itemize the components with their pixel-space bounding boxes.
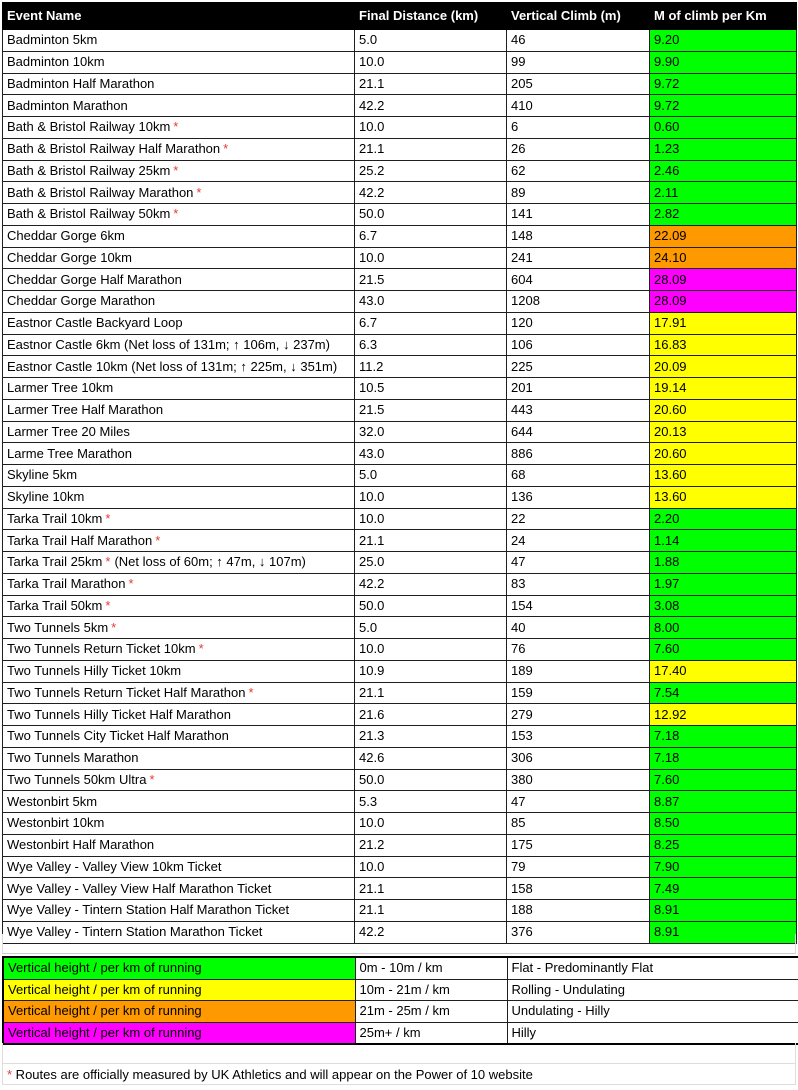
cell-final-distance[interactable]: 10.0 [355,639,507,661]
official-measure-star: * [248,684,254,700]
cell-climb-per-km[interactable]: 20.13 [650,421,797,443]
cell-event-name[interactable] [3,378,355,400]
event-name-text: Larmer Tree 10km [7,380,114,396]
table-row [3,312,797,334]
cell-event-name[interactable] [3,660,355,682]
event-name-text: Wye Valley - Valley View 10km Ticket [7,858,222,874]
table-row [3,530,797,552]
table-row [3,334,797,356]
cell-vertical-climb[interactable]: 47 [507,552,650,574]
cell-event-name[interactable] [3,465,355,487]
legend-description[interactable]: Flat - Predominantly Flat [507,957,798,979]
official-measure-star: * [149,771,155,787]
cell-event-name[interactable] [3,856,355,878]
cell-final-distance[interactable]: 5.0 [355,465,507,487]
cell-final-distance[interactable]: 21.1 [355,682,507,704]
table-row [3,95,797,117]
cell-vertical-climb[interactable]: 380 [507,769,650,791]
legend-range[interactable]: 25m+ / km [355,1022,507,1044]
cell-vertical-climb[interactable]: 201 [507,378,650,400]
cell-final-distance[interactable]: 5.0 [355,617,507,639]
table-row [3,834,797,856]
official-measure-star: * [128,576,134,592]
cell-event-name[interactable] [3,878,355,900]
legend-range[interactable]: 10m - 21m / km [355,979,507,1001]
table-row [3,247,797,269]
cell-climb-per-km[interactable]: 20.60 [650,399,797,421]
cell-event-name[interactable] [3,769,355,791]
cell-final-distance[interactable]: 10.0 [355,856,507,878]
cell-climb-per-km[interactable]: 8.91 [650,900,797,922]
legend-label[interactable]: Vertical height / per km of running [3,957,355,979]
cell-vertical-climb[interactable]: 24 [507,530,650,552]
cell-climb-per-km[interactable]: 13.60 [650,465,797,487]
cell-event-name[interactable] [3,138,355,160]
cell-vertical-climb[interactable]: 644 [507,421,650,443]
cell-event-name[interactable] [3,225,355,247]
cell-vertical-climb[interactable]: 68 [507,465,650,487]
cell-final-distance[interactable]: 42.2 [355,95,507,117]
table-row [3,443,797,465]
cell-final-distance[interactable]: 11.2 [355,356,507,378]
cell-event-name[interactable] [3,508,355,530]
cell-climb-per-km[interactable]: 17.91 [650,312,797,334]
cell-climb-per-km[interactable]: 1.97 [650,573,797,595]
cell-climb-per-km[interactable]: 28.09 [650,291,797,313]
cell-event-name[interactable] [3,726,355,748]
cell-event-name[interactable] [3,573,355,595]
cell-vertical-climb[interactable]: 83 [507,573,650,595]
cell-event-name[interactable] [3,813,355,835]
cell-climb-per-km[interactable]: 2.82 [650,204,797,226]
legend-range[interactable]: 0m - 10m / km [355,957,507,979]
cell-final-distance[interactable]: 21.5 [355,399,507,421]
cell-vertical-climb[interactable]: 120 [507,312,650,334]
table-row [3,660,797,682]
table-row [3,900,797,922]
cell-final-distance[interactable]: 10.0 [355,486,507,508]
cell-climb-per-km[interactable]: 8.50 [650,813,797,835]
cell-climb-per-km[interactable]: 16.83 [650,334,797,356]
event-name-text: Bath & Bristol Railway Half Marathon [7,141,221,157]
cell-climb-per-km[interactable]: 9.90 [650,51,797,73]
table-row [3,486,797,508]
cell-final-distance[interactable]: 5.0 [355,30,507,52]
cell-vertical-climb[interactable]: 604 [507,269,650,291]
table-row [3,856,797,878]
official-measure-star: * [111,619,117,635]
cell-vertical-climb[interactable]: 376 [507,921,650,943]
legend-label[interactable]: Vertical height / per km of running [3,1022,355,1044]
cell-climb-per-km[interactable]: 7.54 [650,682,797,704]
cell-final-distance[interactable]: 21.6 [355,704,507,726]
official-measure-star: * [173,206,179,222]
table-row [3,573,797,595]
event-name-text: Tarka Trail 50km [7,597,103,613]
cell-event-name[interactable] [3,30,355,52]
event-name-text: Skyline 10km [7,489,85,505]
event-name-text: Eastnor Castle 10km (Net loss of 131m; ↑ 225m, ↓ 351m) [7,358,338,374]
table-row [3,356,797,378]
cell-event-name[interactable] [3,639,355,661]
cell-vertical-climb[interactable]: 306 [507,747,650,769]
cell-final-distance[interactable]: 5.3 [355,791,507,813]
legend-table [2,956,798,1045]
table-row [3,378,797,400]
cell-vertical-climb[interactable]: 153 [507,726,650,748]
cell-vertical-climb[interactable]: 22 [507,508,650,530]
cell-climb-per-km[interactable]: 8.87 [650,791,797,813]
cell-event-name[interactable] [3,117,355,139]
table-row [3,117,797,139]
cell-final-distance[interactable]: 21.2 [355,834,507,856]
event-name-text: Two Tunnels 50km Ultra [7,771,147,787]
cell-vertical-climb[interactable]: 189 [507,660,650,682]
cell-climb-per-km[interactable]: 7.90 [650,856,797,878]
event-name-text: Cheddar Gorge Half Marathon [7,271,182,287]
table-row [3,269,797,291]
table-row [3,138,797,160]
legend-label[interactable]: Vertical height / per km of running [3,1001,355,1023]
cell-vertical-climb[interactable]: 279 [507,704,650,726]
event-name-text: Wye Valley - Tintern Station Half Marathon Ticket [7,902,290,918]
table-row [3,225,797,247]
cell-final-distance[interactable]: 50.0 [355,769,507,791]
table-row [3,552,797,574]
official-measure-star: * [105,510,111,526]
cell-event-name[interactable] [3,269,355,291]
event-name-text: Two Tunnels Return Ticket Half Marathon [7,684,246,700]
cell-climb-per-km[interactable]: 2.11 [650,182,797,204]
cell-event-name[interactable] [3,747,355,769]
cell-event-name[interactable] [3,443,355,465]
cell-final-distance[interactable]: 42.2 [355,921,507,943]
cell-final-distance[interactable]: 10.0 [355,117,507,139]
cell-vertical-climb[interactable]: 76 [507,639,650,661]
event-name-text: Westonbirt Half Marathon [7,837,155,853]
cell-final-distance[interactable]: 10.0 [355,247,507,269]
table-row [3,682,797,704]
cell-final-distance[interactable]: 6.7 [355,312,507,334]
cell-final-distance[interactable]: 50.0 [355,204,507,226]
cell-climb-per-km[interactable]: 20.60 [650,443,797,465]
cell-event-name[interactable] [3,312,355,334]
cell-event-name[interactable] [3,552,355,574]
cell-event-name[interactable] [3,73,355,95]
spacer-row [2,1043,796,1063]
cell-event-name[interactable] [3,530,355,552]
table-row [3,747,797,769]
official-measure-star: * [196,184,202,200]
cell-event-name[interactable] [3,791,355,813]
table-row [3,791,797,813]
header-event-name[interactable]: Event Name [3,3,355,30]
legend-row [3,1001,798,1023]
cell-vertical-climb[interactable]: 40 [507,617,650,639]
cell-vertical-climb[interactable]: 886 [507,443,650,465]
event-name-text: Two Tunnels Hilly Ticket 10km [7,663,182,679]
cell-climb-per-km[interactable]: 7.60 [650,639,797,661]
cell-final-distance[interactable]: 43.0 [355,443,507,465]
event-name-text: Two Tunnels Hilly Ticket Half Marathon [7,706,231,722]
cell-vertical-climb[interactable]: 443 [507,399,650,421]
cell-event-name[interactable] [3,486,355,508]
cell-vertical-climb[interactable]: 154 [507,595,650,617]
cell-final-distance[interactable]: 50.0 [355,595,507,617]
cell-event-name[interactable] [3,704,355,726]
cell-final-distance[interactable]: 21.5 [355,269,507,291]
cell-climb-per-km[interactable]: 8.25 [650,834,797,856]
cell-climb-per-km[interactable]: 1.14 [650,530,797,552]
cell-climb-per-km[interactable]: 8.00 [650,617,797,639]
event-name-text: Bath & Bristol Railway 25km [7,162,171,178]
event-name-text: Wye Valley - Tintern Station Marathon Ticket [7,924,263,940]
cell-climb-per-km[interactable]: 17.40 [650,660,797,682]
cell-vertical-climb[interactable]: 62 [507,160,650,182]
table-row [3,465,797,487]
cell-climb-per-km[interactable]: 28.09 [650,269,797,291]
cell-vertical-climb[interactable]: 47 [507,791,650,813]
cell-event-name[interactable] [3,204,355,226]
cell-climb-per-km[interactable]: 7.18 [650,747,797,769]
cell-climb-per-km[interactable]: 0.60 [650,117,797,139]
cell-event-name[interactable] [3,51,355,73]
cell-vertical-climb[interactable]: 410 [507,95,650,117]
cell-vertical-climb[interactable]: 26 [507,138,650,160]
table-row [3,291,797,313]
table-row [3,813,797,835]
table-row [3,30,797,52]
legend-description[interactable]: Undulating - Hilly [507,1001,798,1023]
cell-climb-per-km[interactable]: 7.60 [650,769,797,791]
table-row [3,51,797,73]
cell-vertical-climb[interactable]: 141 [507,204,650,226]
cell-climb-per-km[interactable]: 2.46 [650,160,797,182]
cell-final-distance[interactable]: 21.1 [355,878,507,900]
legend-row [3,1022,798,1044]
cell-vertical-climb[interactable]: 225 [507,356,650,378]
cell-final-distance[interactable]: 10.0 [355,51,507,73]
cell-vertical-climb[interactable]: 46 [507,30,650,52]
event-name-text: Wye Valley - Valley View Half Marathon Ticket [7,880,272,896]
event-name-text: Badminton Half Marathon [7,75,155,91]
event-name-text: Two Tunnels City Ticket Half Marathon [7,728,229,744]
cell-event-name[interactable] [3,95,355,117]
footnote-star: * [7,1067,13,1082]
cell-climb-per-km[interactable]: 9.72 [650,95,797,117]
event-name-text: Larmer Tree 20 Miles [7,423,130,439]
cell-climb-per-km[interactable]: 1.88 [650,552,797,574]
cell-event-name[interactable] [3,595,355,617]
table-row [3,704,797,726]
cell-final-distance[interactable]: 6.3 [355,334,507,356]
header-climb-per-km[interactable]: M of climb per Km [650,3,797,30]
cell-climb-per-km[interactable]: 19.14 [650,378,797,400]
cell-final-distance[interactable]: 21.1 [355,73,507,95]
cell-final-distance[interactable]: 10.0 [355,508,507,530]
events-table [2,2,797,944]
event-name-text: Eastnor Castle Backyard Loop [7,315,183,331]
cell-event-name[interactable] [3,291,355,313]
cell-event-name[interactable] [3,900,355,922]
cell-vertical-climb[interactable]: 188 [507,900,650,922]
cell-event-name[interactable] [3,334,355,356]
event-name-text: Cheddar Gorge 6km [7,228,125,244]
table-row [3,204,797,226]
event-name-text: Badminton 5km [7,32,98,48]
official-measure-star: * [173,162,179,178]
cell-final-distance[interactable]: 43.0 [355,291,507,313]
cell-climb-per-km[interactable]: 9.72 [650,73,797,95]
event-name-text: Two Tunnels Marathon [7,750,139,766]
cell-final-distance[interactable]: 42.6 [355,747,507,769]
event-name-text: Tarka Trail Marathon [7,576,126,592]
cell-vertical-climb[interactable]: 89 [507,182,650,204]
cell-event-name[interactable] [3,682,355,704]
legend-range[interactable]: 21m - 25m / km [355,1001,507,1023]
cell-final-distance[interactable]: 21.3 [355,726,507,748]
event-name-text: Cheddar Gorge Marathon [7,293,156,309]
table-body [3,30,797,944]
table-row [3,508,797,530]
table-row [3,639,797,661]
cell-event-name[interactable] [3,834,355,856]
event-name-text: Tarka Trail 10km [7,510,103,526]
official-measure-star: * [105,554,111,570]
event-name-text: Eastnor Castle 6km (Net loss of 131m; ↑ 106m, ↓ 237m) [7,336,330,352]
table-row [3,160,797,182]
cell-final-distance[interactable]: 10.5 [355,378,507,400]
event-name-text: Tarka Trail Half Marathon [7,532,153,548]
event-name-text: Badminton 10km [7,54,105,70]
cell-event-name[interactable] [3,421,355,443]
table-row [3,73,797,95]
cell-climb-per-km[interactable]: 13.60 [650,486,797,508]
cell-final-distance[interactable]: 21.1 [355,138,507,160]
table-row [3,617,797,639]
cell-event-name[interactable] [3,399,355,421]
cell-vertical-climb[interactable]: 205 [507,73,650,95]
event-name-text: Larme Tree Marathon [7,445,133,461]
cell-vertical-climb[interactable]: 85 [507,813,650,835]
cell-final-distance[interactable]: 32.0 [355,421,507,443]
cell-climb-per-km[interactable]: 20.09 [650,356,797,378]
table-row [3,421,797,443]
cell-climb-per-km[interactable]: 22.09 [650,225,797,247]
official-measure-star: * [198,641,204,657]
cell-event-name[interactable] [3,160,355,182]
legend-body [3,957,798,1044]
cell-final-distance[interactable]: 10.9 [355,660,507,682]
cell-vertical-climb[interactable]: 159 [507,682,650,704]
cell-climb-per-km[interactable]: 24.10 [650,247,797,269]
event-name-text: Bath & Bristol Railway Marathon [7,184,194,200]
table-row [3,595,797,617]
official-measure-star: * [155,532,161,548]
table-row [3,769,797,791]
cell-climb-per-km[interactable]: 8.91 [650,921,797,943]
cell-event-name[interactable] [3,247,355,269]
table-row [3,182,797,204]
cell-vertical-climb[interactable]: 175 [507,834,650,856]
cell-climb-per-km[interactable]: 9.20 [650,30,797,52]
cell-climb-per-km[interactable]: 12.92 [650,704,797,726]
table-row [3,399,797,421]
event-name-text: Westonbirt 5km [7,793,98,809]
cell-vertical-climb[interactable]: 148 [507,225,650,247]
event-name-text: Cheddar Gorge 10km [7,249,133,265]
official-measure-star: * [173,119,179,135]
cell-climb-per-km[interactable]: 7.18 [650,726,797,748]
event-name-text: Two Tunnels Return Ticket 10km [7,641,196,657]
official-measure-star: * [105,597,111,613]
cell-vertical-climb[interactable]: 99 [507,51,650,73]
cell-event-name[interactable] [3,617,355,639]
cell-vertical-climb[interactable]: 79 [507,856,650,878]
cell-final-distance[interactable]: 25.0 [355,552,507,574]
legend-description[interactable]: Hilly [507,1022,798,1044]
cell-final-distance[interactable]: 6.7 [355,225,507,247]
cell-final-distance[interactable]: 21.1 [355,900,507,922]
cell-final-distance[interactable]: 42.2 [355,182,507,204]
cell-event-name[interactable] [3,182,355,204]
event-name-text: Tarka Trail 25km [7,554,103,570]
cell-vertical-climb[interactable]: 158 [507,878,650,900]
event-name-text: Badminton Marathon [7,97,128,113]
legend-row [3,957,798,979]
cell-final-distance[interactable]: 10.0 [355,813,507,835]
header-final-distance[interactable]: Final Distance (km) [355,3,507,30]
legend-row [3,979,798,1001]
cell-vertical-climb[interactable]: 106 [507,334,650,356]
table-row [3,878,797,900]
cell-vertical-climb[interactable]: 136 [507,486,650,508]
spacer-row [2,934,796,954]
cell-final-distance[interactable]: 25.2 [355,160,507,182]
footnote [2,1063,796,1085]
cell-vertical-climb[interactable]: 6 [507,117,650,139]
cell-climb-per-km[interactable]: 3.08 [650,595,797,617]
cell-vertical-climb[interactable]: 1208 [507,291,650,313]
header-vertical-climb[interactable]: Vertical Climb (m) [507,3,650,30]
table-row [3,726,797,748]
cell-final-distance[interactable]: 21.1 [355,530,507,552]
event-name-text: Westonbirt 10km [7,815,105,831]
cell-climb-per-km[interactable]: 2.20 [650,508,797,530]
header-row [3,3,797,30]
cell-climb-per-km[interactable]: 1.23 [650,138,797,160]
footnote-text: Routes are officially measured by UK Athletics and will appear on the Power of 10 website [12,1067,533,1082]
event-name-text: Larmer Tree Half Marathon [7,402,164,418]
event-note-text: (Net loss of 60m; ↑ 47m, ↓ 107m) [114,554,306,570]
event-name-text: Bath & Bristol Railway 50km [7,206,171,222]
cell-climb-per-km[interactable]: 7.49 [650,878,797,900]
event-name-text: Two Tunnels 5km [7,619,109,635]
event-name-text: Bath & Bristol Railway 10km [7,119,171,135]
legend-label[interactable]: Vertical height / per km of running [3,979,355,1001]
official-measure-star: * [223,141,229,157]
cell-event-name[interactable] [3,356,355,378]
cell-vertical-climb[interactable]: 241 [507,247,650,269]
event-name-text: Skyline 5km [7,467,78,483]
cell-final-distance[interactable]: 42.2 [355,573,507,595]
legend-description[interactable]: Rolling - Undulating [507,979,798,1001]
